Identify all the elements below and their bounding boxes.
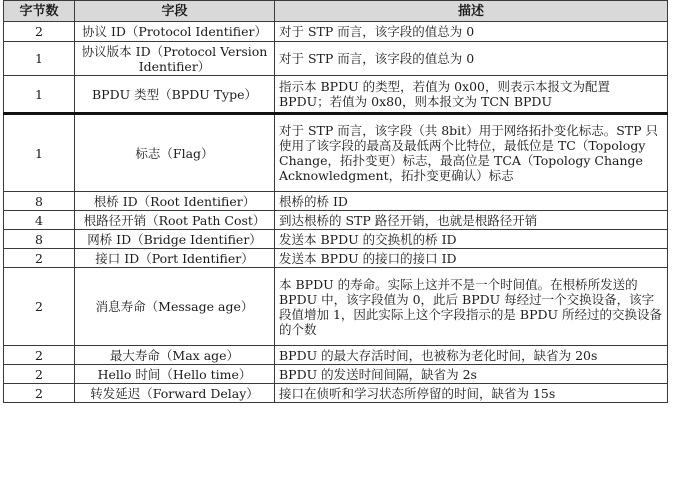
field-cell: 根路径开销（Root Path Cost） — [75, 211, 275, 230]
bytes-cell: 2 — [4, 346, 75, 365]
bytes-cell: 1 — [4, 76, 75, 114]
bytes-cell: 2 — [4, 22, 75, 42]
header-description: 描述 — [275, 1, 668, 22]
description-cell: 对于 STP 而言，该字段（共 8bit）用于网络拓扑变化标志。STP 只使用了该字段的最高及最低两个比特位，最低位是 TC（Topology Change，拓扑变更）标志，最高位是 TCA（Topology Change Acknowledgment，拓扑变更确认）标志 — [275, 114, 668, 192]
table-header-row — [4, 1, 668, 22]
bytes-cell: 2 — [4, 249, 75, 268]
field-cell: Hello 时间（Hello time） — [75, 365, 275, 384]
bytes-cell: 2 — [4, 384, 75, 403]
description-cell: BPDU 的最大存活时间，也被称为老化时间，缺省为 20s — [275, 346, 668, 365]
table-row — [4, 211, 668, 230]
table-row — [4, 76, 668, 114]
table-row — [4, 249, 668, 268]
bytes-cell: 1 — [4, 114, 75, 192]
bytes-cell: 1 — [4, 42, 75, 76]
field-cell: 标志（Flag） — [75, 114, 275, 192]
description-cell: 对于 STP 而言，该字段的值总为 0 — [275, 22, 668, 42]
description-cell: 到达根桥的 STP 路径开销，也就是根路径开销 — [275, 211, 668, 230]
field-cell: 转发延迟（Forward Delay） — [75, 384, 275, 403]
bpdu-field-table — [3, 0, 668, 403]
description-cell: 指示本 BPDU 的类型，若值为 0x00，则表示本报文为配置 BPDU；若值为 0x80，则本报文为 TCN BPDU — [275, 76, 668, 114]
description-cell: 对于 STP 而言，该字段的值总为 0 — [275, 42, 668, 76]
description-cell: BPDU 的发送时间间隔，缺省为 2s — [275, 365, 668, 384]
header-bytes: 字节数 — [4, 1, 75, 22]
description-cell: 发送本 BPDU 的交换机的桥 ID — [275, 230, 668, 249]
description-cell: 发送本 BPDU 的接口的接口 ID — [275, 249, 668, 268]
table-row — [4, 22, 668, 42]
table-row — [4, 42, 668, 76]
table-row — [4, 192, 668, 211]
table-row — [4, 268, 668, 346]
header-field: 字段 — [75, 1, 275, 22]
table-row — [4, 384, 668, 403]
description-cell: 根桥的桥 ID — [275, 192, 668, 211]
table-row — [4, 114, 668, 192]
bytes-cell: 8 — [4, 192, 75, 211]
bytes-cell: 2 — [4, 268, 75, 346]
field-cell: 协议 ID（Protocol Identifier） — [75, 22, 275, 42]
field-cell: 协议版本 ID（Protocol Version Identifier） — [75, 42, 275, 76]
field-cell: 最大寿命（Max age） — [75, 346, 275, 365]
table-row — [4, 346, 668, 365]
table-row — [4, 365, 668, 384]
field-cell: BPDU 类型（BPDU Type） — [75, 76, 275, 114]
bytes-cell: 4 — [4, 211, 75, 230]
description-cell: 接口在侦听和学习状态所停留的时间，缺省为 15s — [275, 384, 668, 403]
field-cell: 接口 ID（Port Identifier） — [75, 249, 275, 268]
field-cell: 根桥 ID（Root Identifier） — [75, 192, 275, 211]
field-cell: 消息寿命（Message age） — [75, 268, 275, 346]
table-row — [4, 230, 668, 249]
field-cell: 网桥 ID（Bridge Identifier） — [75, 230, 275, 249]
bytes-cell: 2 — [4, 365, 75, 384]
description-cell: 本 BPDU 的寿命。实际上这并不是一个时间值。在根桥所发送的 BPDU 中，该字段值为 0，此后 BPDU 每经过一个交换设备，该字段值增加 1，因此实际上这个字段指示的是 BPDU 所经过的交换设备的个数 — [275, 268, 668, 346]
bytes-cell: 8 — [4, 230, 75, 249]
